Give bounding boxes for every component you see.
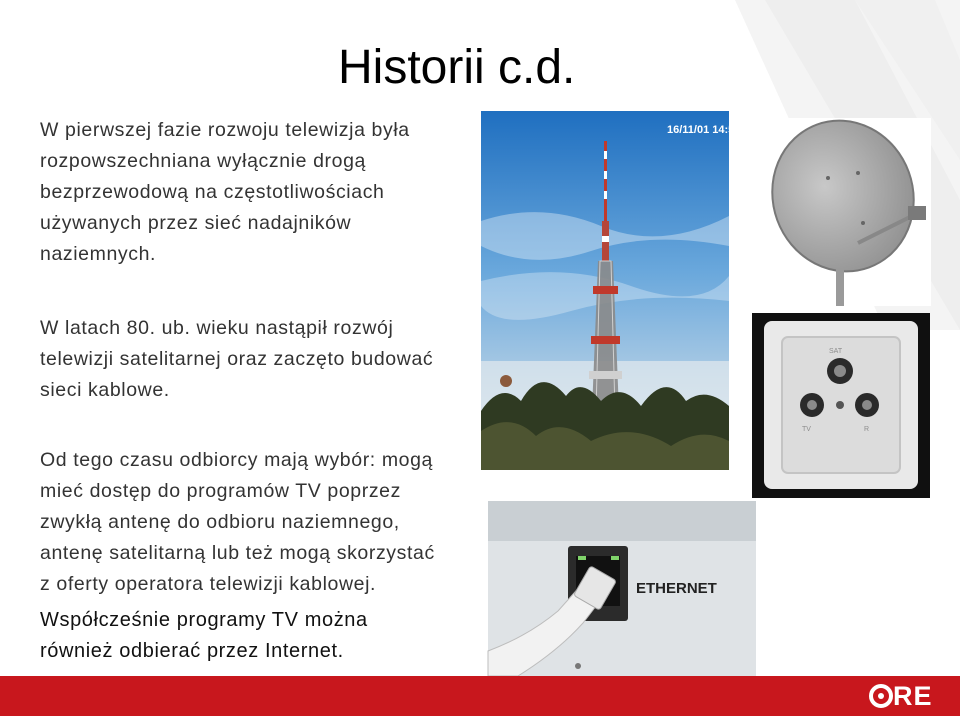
paragraph-internet: [40, 605, 480, 667]
text-line: Współcześnie programy TV można: [40, 609, 368, 631]
text-line: naziemnych.: [40, 243, 157, 265]
text-line: sieci kablowe.: [40, 379, 170, 401]
ethernet-port-photo: [488, 501, 756, 676]
ethernet-label: ETHERNET: [636, 580, 717, 597]
transmitter-tower-photo: [481, 111, 741, 470]
text-line: Od tego czasu odbiorcy mają wybór: mogą: [40, 449, 433, 471]
text-line: również odbierać przez Internet.: [40, 640, 344, 662]
paragraph-choice: [40, 445, 480, 600]
photo-timestamp: 16/11/01 14:54: [667, 124, 741, 136]
logo-text: RE: [893, 681, 933, 711]
satellite-dish-photo: [768, 118, 931, 306]
text-line: W latach 80. ub. wieku nastąpił rozwój: [40, 317, 394, 339]
text-line: mieć dostęp do programów TV poprzez: [40, 480, 401, 502]
text-line: telewizji satelitarnej oraz zaczęto budować: [40, 348, 434, 370]
tv-sat-socket-photo: [752, 313, 930, 498]
text-line: W pierwszej fazie rozwoju telewizja była: [40, 119, 410, 141]
r-label: R: [864, 426, 870, 433]
text-line: bezprzewodową na częstotliwościach: [40, 181, 385, 203]
footer-bar: [0, 676, 960, 716]
text-line: zwykłą antenę do odbioru naziemnego,: [40, 511, 400, 533]
tv-label: TV: [802, 426, 811, 433]
text-line: używanych przez sieć nadajników: [40, 212, 352, 234]
slide-title: Historii c.d.: [338, 41, 576, 94]
paragraph-satellite-cable: [40, 313, 470, 406]
text-line: rozpowszechniana wyłącznie drogą: [40, 150, 366, 172]
paragraph-terrestrial: [40, 115, 460, 270]
text-line: z oferty operatora telewizji kablowej.: [40, 573, 377, 595]
text-line: antenę satelitarną lub też mogą skorzystać: [40, 542, 435, 564]
sat-label: SAT: [829, 348, 843, 355]
